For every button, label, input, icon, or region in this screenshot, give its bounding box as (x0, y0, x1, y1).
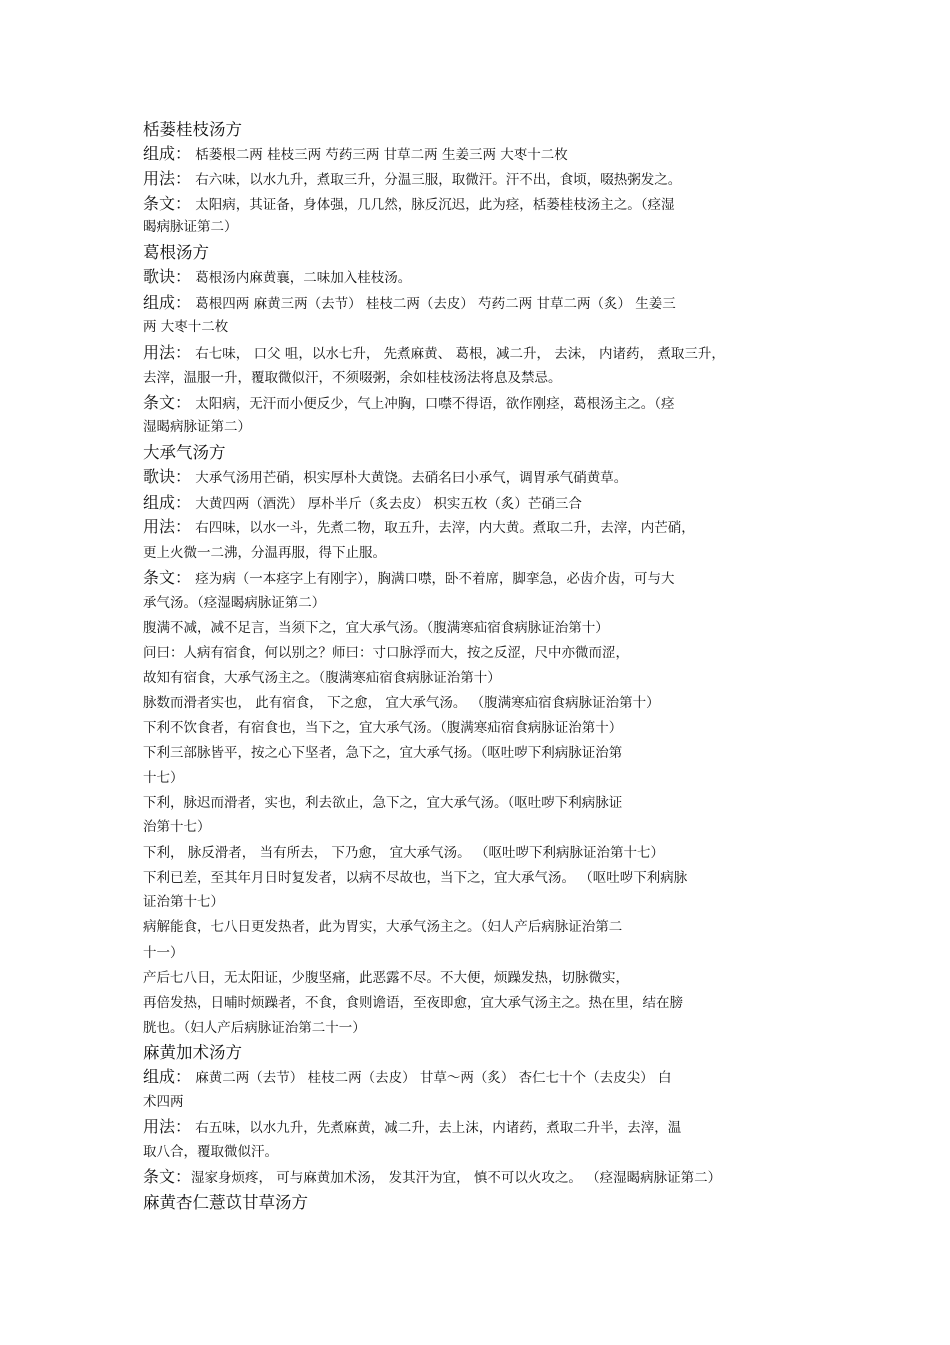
text-line (143, 794, 622, 812)
section-title: 栝蒌桂枝汤方 (143, 120, 242, 139)
field-line (143, 569, 675, 588)
line-text: 脉数而滑者实也， 此有宿食， 下之愈， 宜大承气汤。 （腹满寒疝宿食病脉证治第十） (143, 695, 660, 711)
line-text: 葛根四两 麻黄三两（去节） 桂枝二两（去皮） 芍药二两 甘草二两（炙） 生姜三 (191, 296, 676, 312)
line-text: 故知有宿食，大承气汤主之。（腹满寒疝宿食病脉证治第十） (143, 670, 501, 686)
line-text: 太阳病，无汗而小便反少，气上冲胸，口噤不得语，欲作刚痉，葛根汤主之。（痉 (191, 396, 675, 412)
line-text: 太阳病，其证备，身体强，几几然，脉反沉迟，此为痉，栝蒌桂枝汤主之。（痉湿 (191, 197, 675, 213)
text-line (143, 818, 211, 836)
line-text: 腹满不减，减不足言，当须下之，宜大承气汤。（腹满寒疝宿食病脉证治第十） (143, 620, 609, 636)
section-title: 葛根汤方 (143, 243, 209, 262)
text-line (143, 1143, 278, 1161)
field-label: 组成： (143, 144, 192, 163)
field-label: 歌诀： (143, 267, 192, 286)
field-line (143, 518, 695, 537)
field-label: 条文： (143, 568, 192, 587)
line-text: 湿家身烦疼， 可与麻黄加术汤， 发其汗为宜， 慎不可以火攻之。 （痉湿暍病脉证第二） (191, 1170, 722, 1186)
line-text: 痉为病（一本痉字上有刚字），胸满口噤，卧不着席，脚挛急，必齿介齿，可与大 (191, 571, 675, 587)
text-line (143, 694, 660, 712)
text-line (143, 318, 228, 336)
text-line (143, 994, 683, 1012)
field-label: 歌诀： (143, 467, 192, 486)
line-text: 问曰：人病有宿食，何以别之？师曰：寸口脉浮而大，按之反涩，尺中亦微而涩， (143, 645, 629, 661)
field-line (143, 344, 725, 363)
line-text: 十七） (143, 770, 184, 786)
line-text: 右四味，以水一斗，先煮二物，取五升，去滓，内大黄。煮取二升，去滓，内芒硝， (191, 520, 695, 536)
text-line (143, 669, 501, 687)
line-text: 右五味，以水九升，先煮麻黄，减二升，去上沫，内诸药，煮取二升半，去滓，温 (191, 1120, 682, 1136)
text-line (143, 369, 562, 387)
line-text: 证治第十七） (143, 894, 224, 910)
text-line (143, 869, 687, 887)
line-text: 两 大枣十二枚 (143, 319, 229, 335)
line-text: 再倍发热，日晡时烦躁者，不食，食则谵语，至夜即愈，宜大承气汤主之。热在里，结在膀 (143, 995, 683, 1011)
line-text: 取八合，覆取微似汗。 (143, 1144, 278, 1160)
line-text: 下利三部脉皆平，按之心下坚者，急下之，宜大承气扬。（呕吐哕下利病脉证治第 (143, 745, 623, 761)
text-line (143, 893, 224, 911)
field-label: 用法： (143, 1117, 192, 1136)
line-text: 下利已差，至其年月日时复发者，以病不尽故也，当下之，宜大承气汤。 （呕吐哕下利病脉 (143, 870, 688, 886)
field-line (143, 294, 676, 313)
text-line (143, 769, 184, 787)
text-line (143, 944, 184, 962)
line-text: 麻黄二两（去节） 桂枝二两（去皮） 甘草～两（炙） 杏仁七十个（去皮尖） 白 (191, 1070, 672, 1086)
field-line (143, 394, 675, 413)
line-text: 右六味，以水九升，煮取三升，分温三服，取微汗。汗不出，食顷，啜热粥发之。 (191, 172, 682, 188)
text-line (143, 719, 622, 737)
text-line (143, 594, 325, 612)
text-line (143, 619, 609, 637)
field-label: 用法： (143, 343, 192, 362)
line-text: 湿暍病脉证第二） (143, 419, 251, 435)
line-text: 治第十七） (143, 819, 211, 835)
line-text: 大黄四两（酒洗） 厚朴半斤（炙去皮） 枳实五枚（炙）芒硝三合 (191, 496, 582, 512)
field-line (143, 145, 568, 164)
text-line (143, 1093, 184, 1111)
field-label: 用法： (143, 517, 192, 536)
text-line (143, 644, 629, 662)
section-title: 麻黄杏仁薏苡甘草汤方 (143, 1193, 308, 1212)
field-label: 条文： (143, 1167, 192, 1186)
line-text: 栝蒌根二两 桂枝三两 芍药三两 甘草二两 生姜三两 大枣十二枚 (191, 147, 568, 163)
line-text: 下利， 脉反滑者， 当有所去， 下乃愈， 宜大承气汤。 （呕吐哕下利病脉证治第十七） (143, 845, 664, 861)
text-line (143, 1019, 366, 1037)
line-text: 更上火微一二沸，分温再服，得下止服。 (143, 545, 386, 561)
line-text: 病解能食，七八日更发热者，此为胃实，大承气汤主之。（妇人产后病脉证治第二 (143, 919, 623, 935)
field-label: 组成： (143, 293, 192, 312)
field-label: 条文： (143, 393, 192, 412)
line-text: 承气汤。（痉湿暍病脉证第二） (143, 595, 326, 611)
line-text: 十一） (143, 945, 184, 961)
field-label: 用法： (143, 169, 192, 188)
text-line (143, 969, 629, 987)
section-title: 麻黄加术汤方 (143, 1043, 242, 1062)
text-line (143, 418, 251, 436)
field-line (143, 1168, 721, 1187)
line-text: 下利，脉迟而滑者，实也，利去欲止，急下之，宜大承气汤。（呕吐哕下利病脉证 (143, 795, 623, 811)
section-title: 大承气汤方 (143, 443, 226, 462)
text-line (143, 744, 622, 762)
line-text: 葛根汤内麻黄襄，二味加入桂枝汤。 (191, 270, 412, 286)
line-text: 下利不饮食者，有宿食也，当下之，宜大承气汤。（腹满寒疝宿食病脉证治第十） (143, 720, 623, 736)
text-line (143, 844, 664, 862)
field-line (143, 1068, 671, 1087)
line-text: 暍病脉证第二） (143, 219, 238, 235)
text-line (143, 218, 238, 236)
text-line (143, 918, 622, 936)
line-text: 胱也。（妇人产后病脉证治第二十一） (143, 1020, 366, 1036)
text-line (143, 544, 386, 562)
field-line (143, 1118, 681, 1137)
line-text: 去滓，温服一升，覆取微似汗，不须啜粥，余如桂枝汤法将息及禁忌。 (143, 370, 562, 386)
field-label: 组成： (143, 1067, 192, 1086)
line-text: 右七味， 口父 咀，以水七升， 先煮麻黄、 葛根，减二升， 去沫， 内诸药， 煮取三升， (191, 346, 725, 362)
field-line (143, 268, 411, 287)
line-text: 大承气汤用芒硝，枳实厚朴大黄饶。去硝名曰小承气，调胃承气硝黄草。 (191, 470, 628, 486)
line-text: 产后七八日，无太阳证，少腹坚痛，此恶露不尽。不大便，烦躁发热，切脉微实， (143, 970, 629, 986)
field-label: 条文： (143, 194, 192, 213)
line-text: 术四两 (143, 1094, 184, 1110)
field-label: 组成： (143, 493, 192, 512)
field-line (143, 170, 681, 189)
field-line (143, 468, 627, 487)
field-line (143, 195, 675, 214)
field-line (143, 494, 582, 513)
